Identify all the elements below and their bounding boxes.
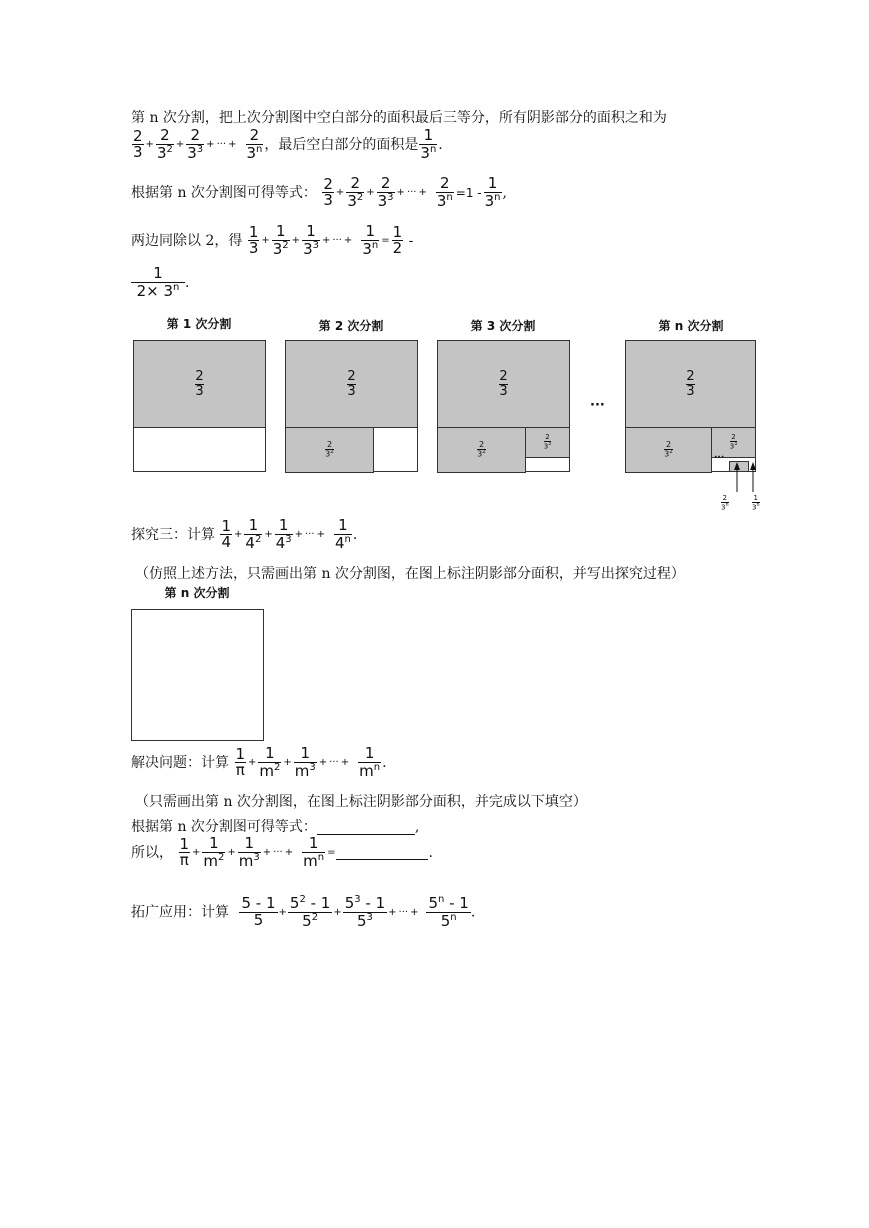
diagram-n-inner-ellipsis: ··· [714,453,725,463]
section3-note: （仿照上述方法，只需画出第 n 次分割图，在图上标注阴影部分面积，并写出探究过程） [135,566,685,582]
intro-line-4: 两边同除以 2，得 $\frac{1}{3}$ + $\frac{1}{3^2}$ + $\frac{1}{3^3}$ + ··· + $\frac{1}{3^n}$ = $\frac{1}{2}$ - [131,222,414,258]
diagram-n [625,340,756,472]
section4-so-line: 所以， $\frac{1}{\pi}$ + $\frac{1}{m^2}$ + $\frac{1}{m^3}$ + ··· + $\frac{1}{m^n}$ = . [131,834,433,870]
diagram-2 [285,340,418,472]
shaded-region-2-3: 2 3 [285,340,418,428]
shaded-region-2-27: 2 $3^3$ [525,427,570,458]
intro-line-3: 根据第 n 次分割图可得等式： $\frac{2}{3}$ + $\frac{2}{3^2}$ + $\frac{2}{3^3}$ + ··· + $\frac{2}{3^n}$ =1 - $\frac{1}{3^n}$ , [131,174,507,210]
diagram-1 [133,340,266,472]
label-1-over-3n: $\frac{1}{3^n}$ [752,494,760,512]
section3-blank-diagram[interactable] [131,609,264,741]
section3-problem: 探究三：计算 $\frac{1}{4}$ + $\frac{1}{4^2}$ + $\frac{1}{4^3}$ + ··· + $\frac{1}{4^n}$ . [131,516,358,552]
equation-answer-blank[interactable] [317,820,415,835]
section4-note: （只需画出第 n 次分割图，在图上标注阴影部分面积，并完成以下填空） [135,794,587,810]
section4-problem: 解决问题：计算 $\frac{1}{\pi}$ + $\frac{1}{m^2}$ + $\frac{1}{m^3}$ + ··· + $\frac{1}{m^n}$ . [131,744,387,780]
intro-line-5: $\frac{1}{2\times 3^n}$ . [131,266,189,300]
shaded-region-2-27: 2 $3^3$ [711,427,756,458]
shaded-region-2-9: 2 $3^2$ [285,427,374,473]
intro-line-1: 第 n 次分割，把上次分割图中空白部分的面积最后三等分，所有阴影部分的面积之和为 [131,110,667,126]
shaded-region-2-9: 2 $3^2$ [625,427,712,473]
diagram-1-title: 第 1 次分割 [166,317,232,331]
diagram-3-title: 第 3 次分割 [470,319,536,333]
section3-diagram-title: 第 n 次分割 [164,586,230,600]
intro-line-2: $\frac{2}{3}$ + $\frac{2}{3^2}$ + $\frac{2}{3^3}$ + ··· + $\frac{2}{3^n}$ ，最后空白部分的面积是 $\frac{1}{3^n}$ . [133,126,443,162]
shaded-region-2-3: 2 3 [625,340,756,428]
section4-equation-line: 根据第 n 次分割图可得等式： , [131,819,420,835]
shaded-region-2-3: 2 3 [437,340,570,428]
label-2-over-3n: $\frac{2}{3^n}$ [721,494,729,512]
diagram-ellipsis: ··· [590,398,605,413]
section5-problem: 拓广应用：计算 $\frac{5 - 1}{5}$ + $\frac{5^2 - 1}{5^2}$ + $\frac{5^3 - 1}{5^3}$ + ··· + $\frac{5^n - 1}{5^n}$ . [131,894,476,930]
shaded-region-2-9: 2 $3^2$ [437,427,526,473]
shaded-region-2-3: 2 3 [133,340,266,428]
diagram-3 [437,340,570,472]
sum-answer-blank[interactable] [336,845,428,860]
diagram-2-title: 第 2 次分割 [318,319,384,333]
diagram-n-title: 第 n 次分割 [658,319,724,333]
